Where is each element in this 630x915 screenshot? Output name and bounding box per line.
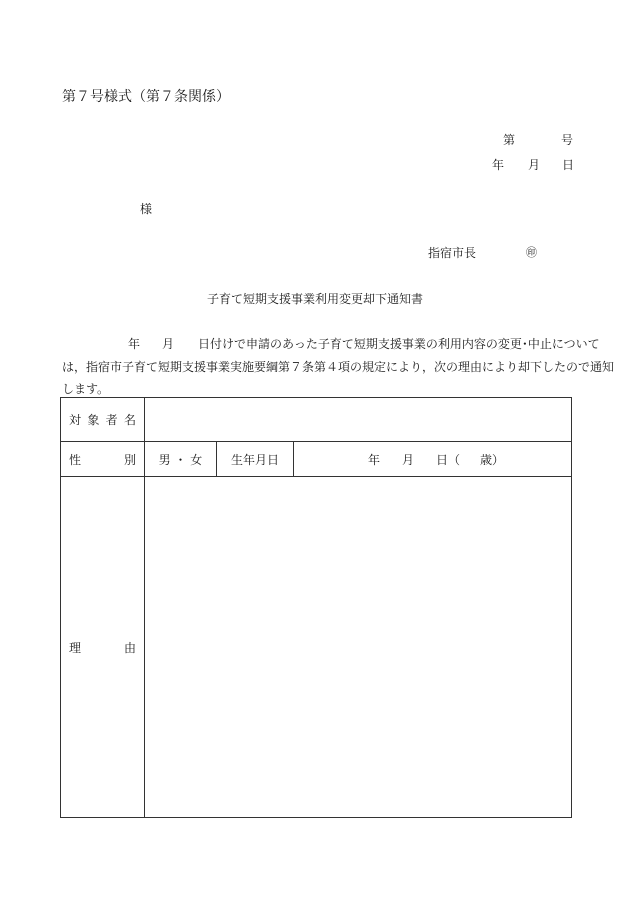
row-gender: [61, 442, 572, 477]
reason-value[interactable]: [145, 477, 572, 818]
subject-label-char: 者: [105, 413, 118, 427]
gender-label-char: 性: [69, 452, 82, 467]
reason-label-char: 由: [123, 640, 136, 655]
gender-label-char: 別: [123, 452, 136, 467]
row-reason: [61, 477, 572, 818]
reason-label: [61, 477, 145, 818]
subject-value[interactable]: [145, 398, 572, 442]
dob-year: 年: [368, 453, 381, 467]
dob-month: 月: [402, 453, 415, 467]
body-line-3: します。: [62, 382, 110, 396]
body-month: 月: [162, 337, 175, 351]
subject-label-char: 名: [123, 413, 136, 427]
issuer-title: 指宿市長: [428, 246, 477, 260]
subject-label: [61, 398, 145, 442]
date-year: 年: [492, 158, 505, 172]
number-prefix: 第: [503, 133, 516, 147]
dob-age: 歳）: [480, 453, 505, 467]
reason-label-char: 理: [69, 640, 82, 655]
document-title: 子育て短期支援事業利用変更却下通知書: [206, 292, 423, 306]
row-subject: [61, 398, 572, 442]
dob-day: 日（: [436, 453, 461, 467]
body-text-1: 日付けで申請のあった子育て短期支援事業の利用内容の変更･中止について: [198, 337, 600, 351]
form-number: 第７号様式（第７条関係）: [62, 89, 230, 105]
body-line-2: は，指宿市子育て短期支援事業実施要綱第７条第４項の規定により，次の理由により却下したので通知: [62, 360, 615, 374]
number-suffix: 号: [561, 133, 574, 147]
subject-label-char: 象: [87, 413, 100, 427]
subject-label-char: 対: [69, 413, 82, 427]
gender-options[interactable]: 男 ・ 女: [145, 442, 217, 477]
date-month: 月: [528, 158, 541, 172]
date-day: 日: [562, 158, 575, 172]
dob-value[interactable]: [294, 442, 572, 477]
recipient-honorific: 様: [140, 202, 153, 216]
seal-mark: ㊞: [526, 246, 537, 259]
dob-label: 生年月日: [217, 442, 294, 477]
notice-table: [60, 397, 572, 818]
body-year: 年: [128, 337, 141, 351]
gender-label: [61, 442, 145, 477]
